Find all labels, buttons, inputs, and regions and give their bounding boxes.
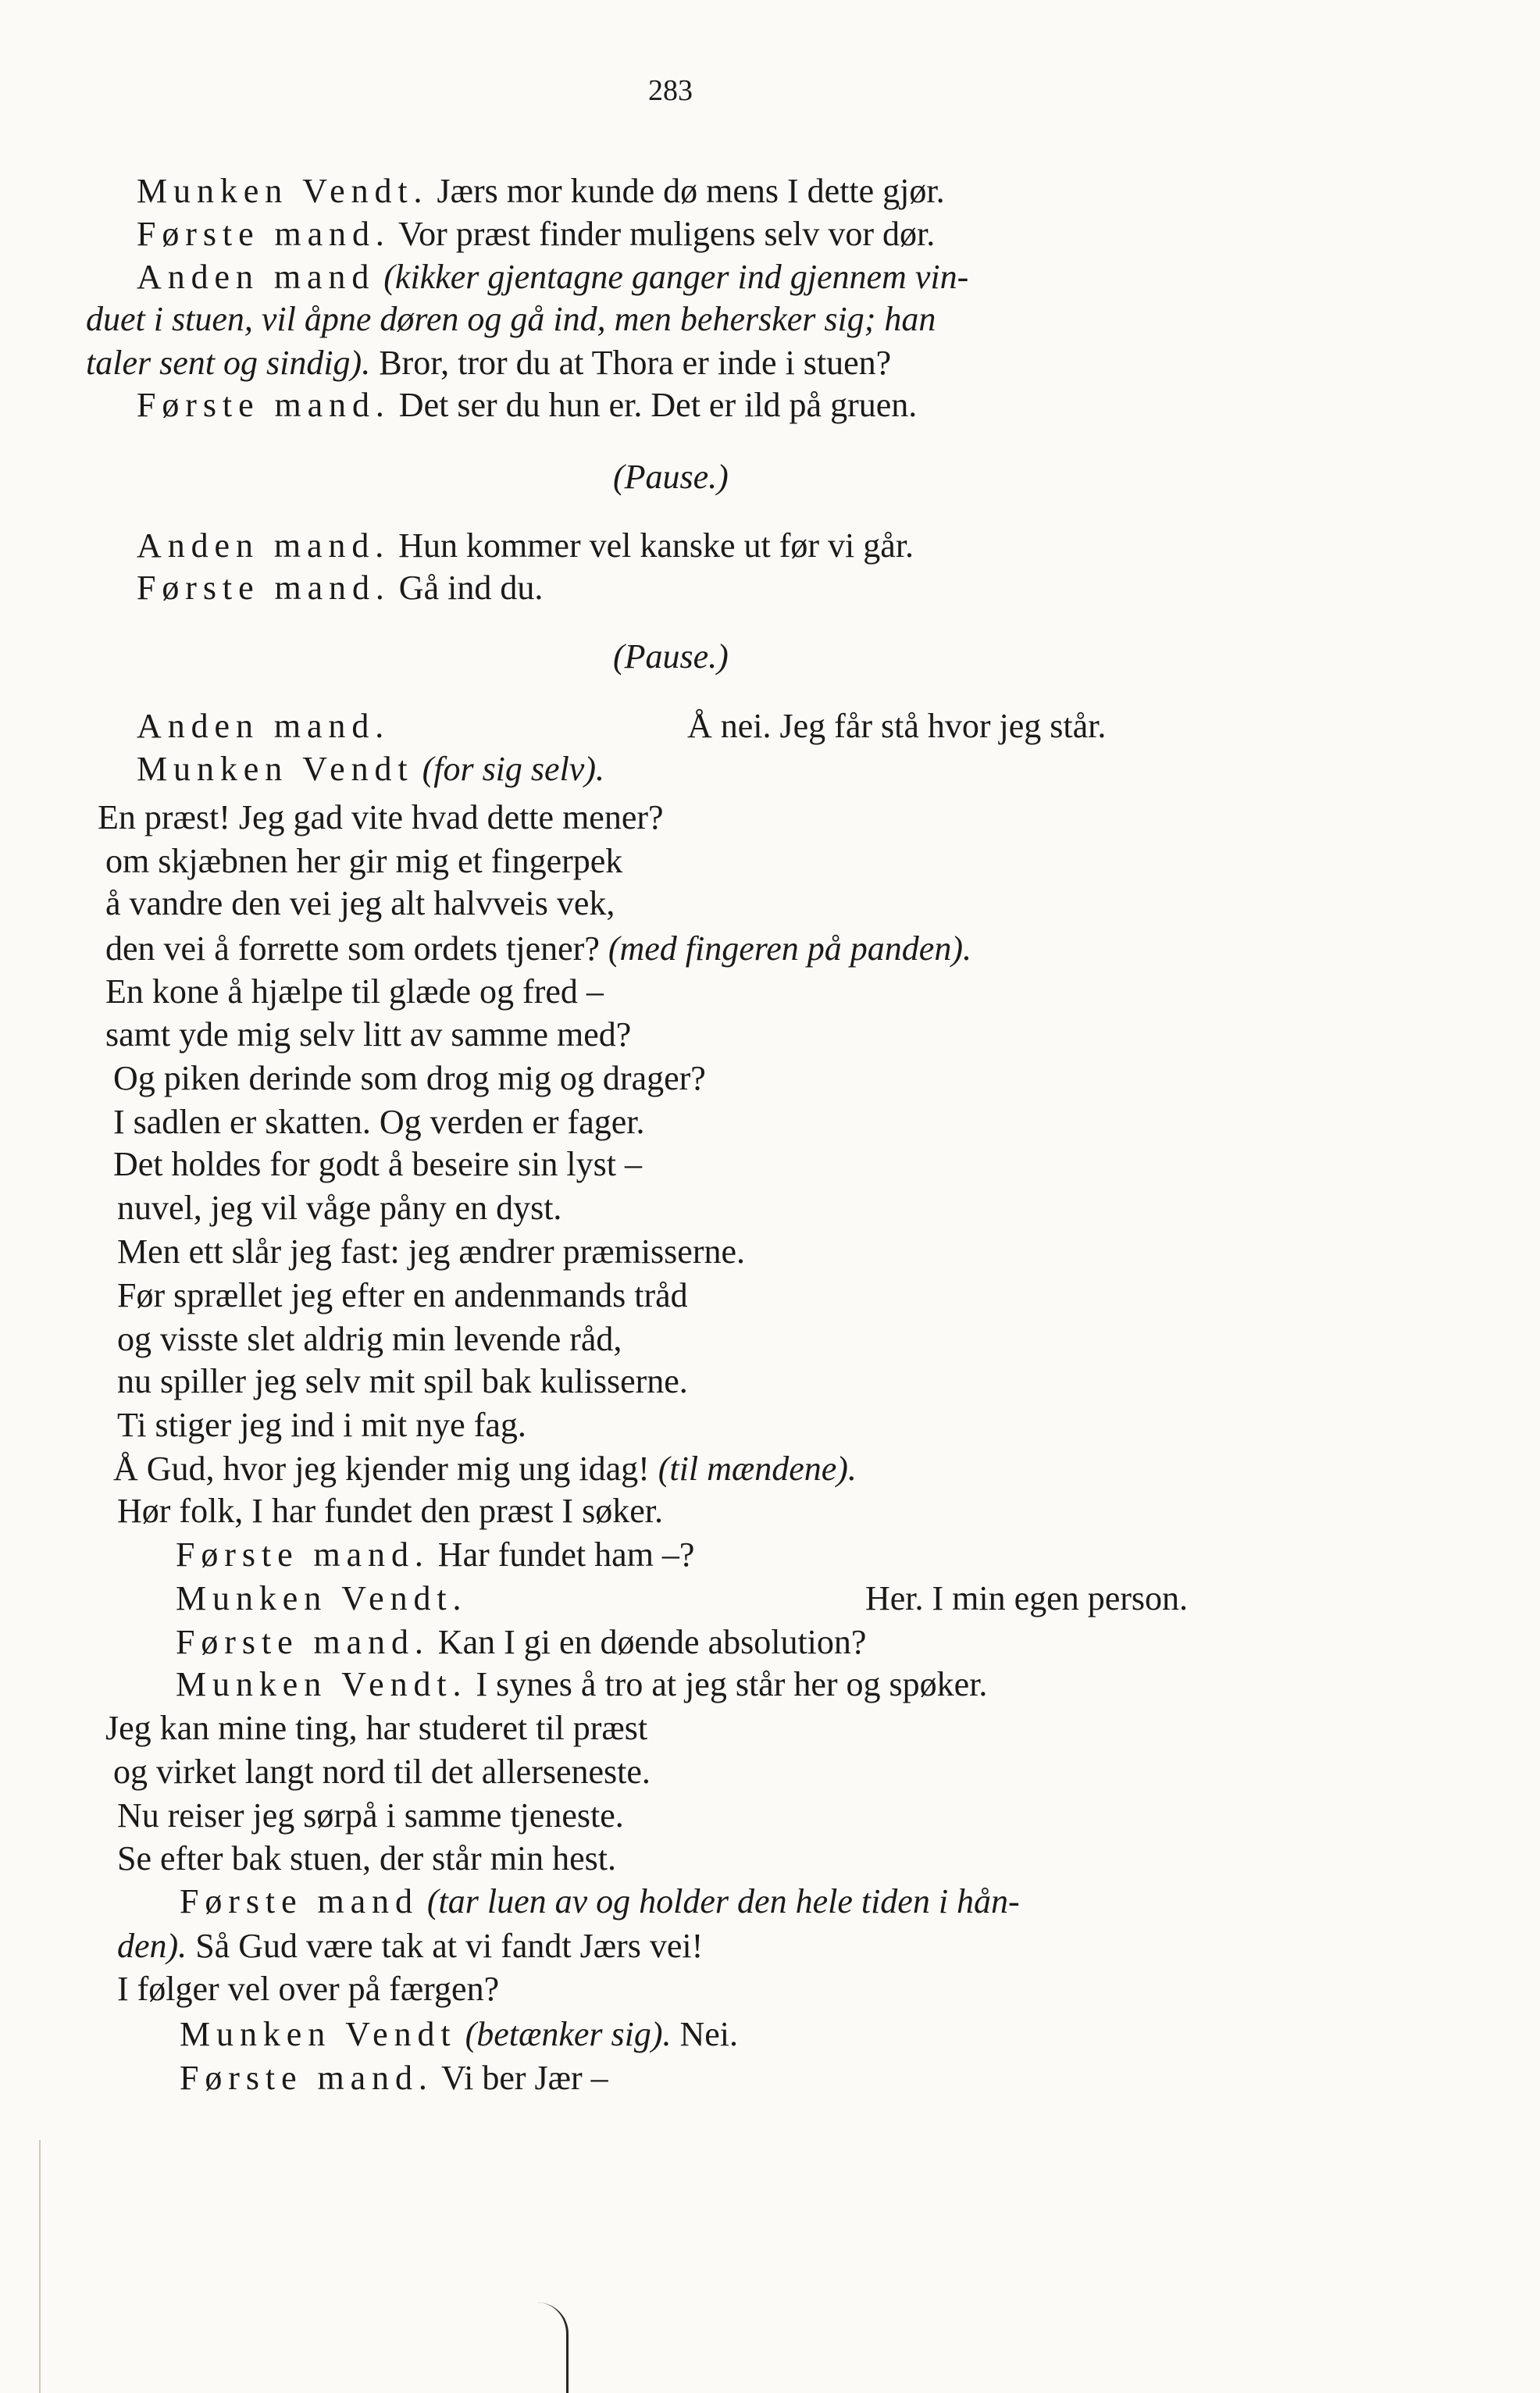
stage-direction: taler sent og sindig). [86,344,371,382]
line-text: En kone å hjælpe til glæde og fred – [105,972,604,1011]
text-line [105,1709,647,1748]
line-text: Og piken derinde som drog mig og drager? [113,1059,706,1097]
line-text [419,1882,427,1920]
line-text: Se efter bak stuen, der står min hest. [117,1839,617,1878]
text-line [613,637,729,676]
stage-direction: (for sig selv). [422,750,604,788]
text-line [105,929,971,968]
text-line [98,798,664,837]
line-text: Bror, tror du at Thora er inde i stuen? [370,344,892,382]
stage-direction: (Pause.) [613,458,729,496]
text-line [117,1406,526,1445]
stage-direction: (med fingeren på panden). [608,929,971,968]
text-line [137,172,945,211]
stage-direction: (tar luen av og holder den hele tiden i hån- [426,1882,1020,1920]
text-line [113,1103,644,1142]
text-line [117,1796,624,1835]
line-text: Det holdes for godt å beseire sin lyst – [113,1145,642,1183]
line-text: Nei. [671,2015,739,2053]
text-line [176,1535,694,1575]
speaker-name: Anden mand. [137,526,390,565]
text-line [113,1450,857,1489]
text-line [117,1362,688,1401]
text-line [105,972,604,1011]
text-line [613,458,729,497]
line-text: Hun kommer vel kanske ut før vi går. [390,526,914,565]
line-text: Så Gud være tak at vi fandt Jærs vei! [187,1927,704,1965]
line-text: nuvel, jeg vil våge pånу en dyst. [117,1189,562,1227]
speaker-name: Første mand. [137,569,390,607]
line-text: nu spiller jeg selv mit spil bak kulisserne. [117,1362,688,1400]
text-line [180,2015,738,2054]
text-line [865,1579,1188,1618]
binding-edge [39,2140,41,2393]
text-line [105,884,615,923]
stage-direction: (kikker gjentagne ganger ind gjennem vin- [383,258,969,296]
text-line [137,750,604,789]
text-line [117,1276,688,1315]
text-line [113,1145,642,1184]
line-text [375,258,383,296]
stage-direction: (betænker sig). [465,2015,672,2053]
page-number: 283 [648,74,693,107]
line-text: samt yde mig selv litt av samme med? [105,1015,632,1054]
line-text: Før sprællet jeg efter en andenmands tråd [117,1276,688,1314]
line-text: Nu reiser jeg sørpå i samme tjeneste. [117,1796,624,1835]
text-line [180,2059,608,2098]
speaker-name: Første mand. [137,215,390,253]
stage-direction: (Pause.) [613,637,729,676]
line-text: Vor præst finder muligens selv vor dør. [390,215,936,253]
line-text: En præst! Jeg gad vite hvad dette mener? [98,798,664,836]
speaker-name: Munken Vendt. [176,1579,468,1617]
text-line [105,1015,631,1054]
text-line [137,526,914,565]
text-line [117,1320,622,1359]
line-text: Vi ber Jær – [433,2059,608,2097]
line-text: Å nei. Jeg får stå hvor jeg står. [687,707,1107,745]
line-text: Ti stiger jeg ind i mit nye fag. [117,1406,526,1444]
speaker-name: Munken Vendt [137,750,414,788]
stage-direction: duet i stuen, vil åpne døren og gå ind, men behersker sig; han [86,300,936,338]
speaker-name: Anden mand. [137,707,390,745]
line-text: Men ett slår jeg fast: jeg ændrer præmisserne. [117,1232,746,1271]
line-text: Kan I gi en døende absolution? [429,1623,867,1661]
text-line [687,707,1106,746]
speaker-name: Første mand. [176,1623,430,1661]
line-text: og virket langt nord til det allerseneste. [113,1753,651,1791]
line-text: I sadlen er skatten. Og verden er fager. [113,1103,645,1141]
text-line [176,1623,866,1662]
line-text: I synes å tro at jeg står her og spøker. [467,1665,988,1703]
line-text: Gå ind du. [390,569,544,607]
text-line [105,842,622,881]
line-text: Har fundet ham –? [429,1535,695,1574]
line-text: Her. I min egen person. [865,1579,1188,1617]
speaker-name: Første mand [180,1882,419,1920]
text-line [137,258,968,297]
line-text: å vandre den vei jeg alt halvveis vek, [105,884,615,922]
text-line [137,386,917,425]
text-line [137,569,543,608]
speaker-name: Første mand. [137,386,390,424]
line-text [457,2015,465,2053]
text-line [113,1059,706,1098]
line-text [414,750,422,788]
line-text: Hør folk, I har fundet den præst I søker. [117,1492,663,1530]
line-text: og visste slet aldrig min levende råd, [117,1320,622,1358]
stage-direction: (til mændene). [658,1450,857,1488]
speaker-name: Munken Vendt. [137,172,429,210]
line-text: Jærs mor kunde dø mens I dette gjør. [428,172,945,210]
line-text: Jeg kan mine ting, har studeret til præst [105,1709,648,1747]
line-text: den vei å forrette som ordets tjener? [105,929,608,968]
stage-direction: den). [117,1927,187,1965]
line-text: Det ser du hun er. Det er ild på gruen. [390,386,918,424]
line-text: om skjæbnen her gir mig et fingerpek [105,842,623,880]
text-line [176,1579,467,1618]
text-line [176,1665,987,1704]
speaker-name: Første mand. [176,1535,430,1574]
speaker-name: Munken Vendt [180,2015,457,2053]
text-line [117,1927,703,1966]
text-line [117,1189,561,1228]
speaker-name: Anden mand [137,258,376,296]
page-curl-mark [535,2302,569,2393]
text-line [137,707,390,746]
line-text: I følger vel over på færgen? [117,1970,500,2008]
text-line [137,215,935,254]
speaker-name: Munken Vendt. [176,1665,468,1703]
text-line [180,1882,1020,1921]
text-line [117,1839,616,1878]
text-line [86,344,891,383]
line-text: Å Gud, hvor jeg kjender mig ung idag! [113,1450,658,1488]
text-line [117,1232,745,1271]
text-line [86,300,936,339]
text-line [117,1492,663,1531]
text-line [117,1970,499,2009]
speaker-name: Første mand. [180,2059,433,2097]
text-line [113,1753,651,1792]
